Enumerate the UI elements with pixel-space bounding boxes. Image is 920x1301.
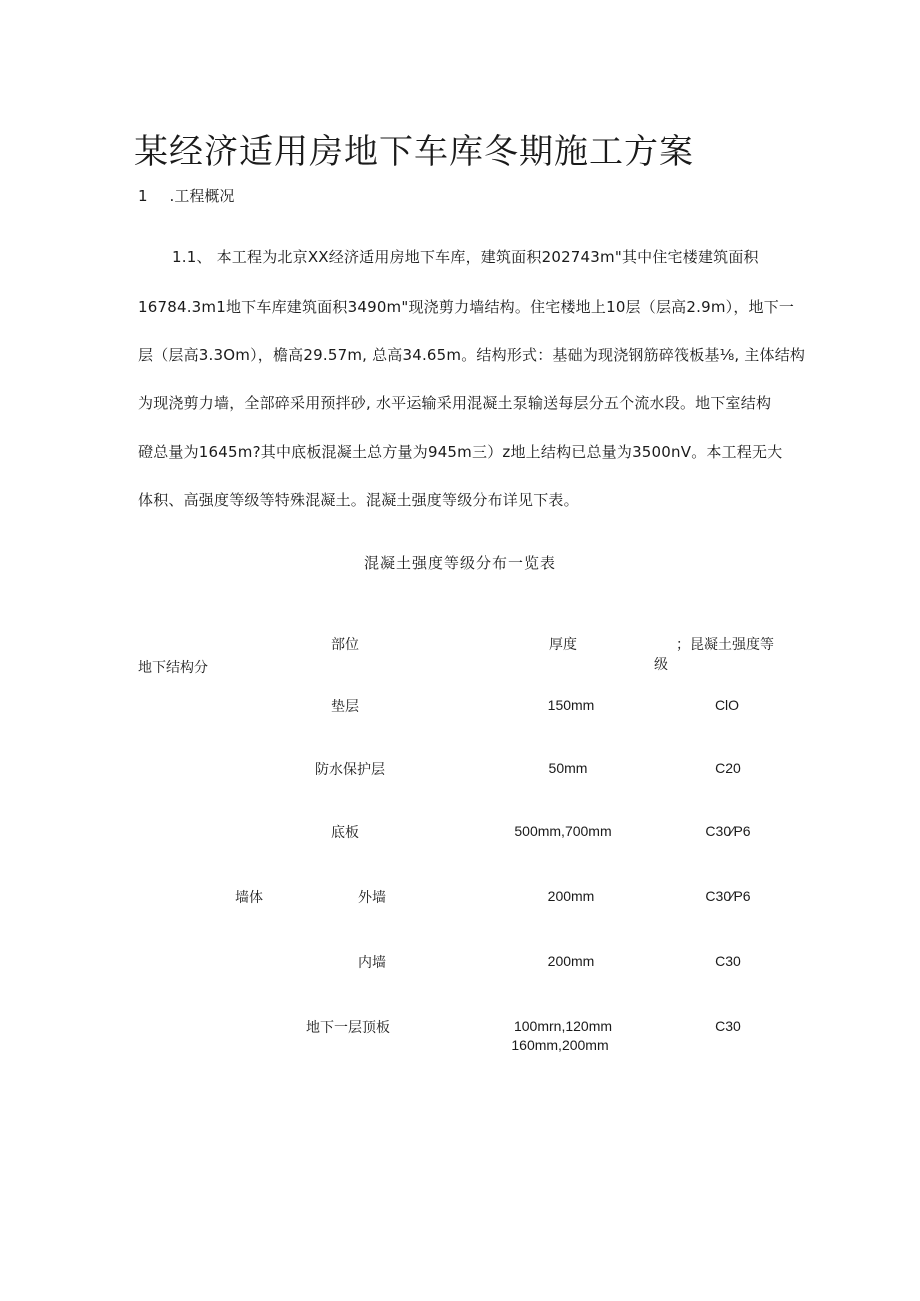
cell-grade: C30∕P6 [705,888,751,904]
section-heading [138,185,234,206]
paragraph-line: 16784.3m1地下车库建筑面积3490m"现浇剪力墙结构。住宅楼地上10层（层高2.9m），地下一 [138,298,795,316]
paragraph-line: 1.1、 本工程为北京XX经济适用房地下车库，建筑面积202743m"其中住宅楼建筑面积 [172,248,759,266]
cell-part: 外墙 [358,890,386,906]
cell-part: 垫层 [331,699,359,715]
cell-thickness: 100mrn,120mm [513,1018,613,1034]
paragraph-line: 体积、高强度等级等特殊混凝土。混凝土强度等级分布详见下表。 [138,491,579,509]
header-category: 地下结构分 [138,660,208,676]
cell-grade: C30 [715,1018,741,1034]
paragraph-line: 磴总量为1645m?其中底板混凝土总方量为945m三）z地上结构已总量为3500nV。本工程无大 [138,443,783,461]
paragraph-line: 为现浇剪力墙，全部碎采用预拌砂, 水平运输采用混凝土泵输送每层分五个流水段。地下室结构 [138,394,772,412]
cell-thickness: 200mm [547,953,595,969]
header-part: 部位 [331,637,359,653]
cell-grade: C30∕P6 [705,823,751,839]
cell-grade: C20 [715,760,741,776]
cell-thickness: 50mm [548,760,588,776]
header-grade: ；昆凝土强度等 [676,637,774,653]
paragraph-line: 层（层高3.3Om），檐高29.57m, 总高34.65m。结构形式：基础为现浇钢筋碎筏板基⅛, 主体结构 [138,346,806,364]
cell-part: 内墙 [358,955,386,971]
cell-group: 墙体 [235,890,263,906]
cell-part: 防水保护层 [315,762,385,778]
cell-grade: ClO [714,697,740,713]
cell-thickness: 200mm [547,888,595,904]
header-grade-wrap: 级 [654,657,668,673]
section-number: 1 [138,187,148,205]
table-caption: 混凝土强度等级分布一览表 [363,554,556,572]
cell-part: 地下一层顶板 [306,1020,390,1036]
document-title: 某经济适用房地下车库冬期施工方案 [134,132,694,172]
cell-part: 底板 [331,825,359,841]
cell-thickness: 150mm [547,697,595,713]
section-title: .工程概况 [169,187,235,205]
cell-thickness: 500mm,700mm [514,823,612,839]
cell-grade: C30 [715,953,741,969]
cell-thickness-line2: 160mm,200mm [511,1037,609,1053]
header-thickness: 厚度 [549,637,577,653]
